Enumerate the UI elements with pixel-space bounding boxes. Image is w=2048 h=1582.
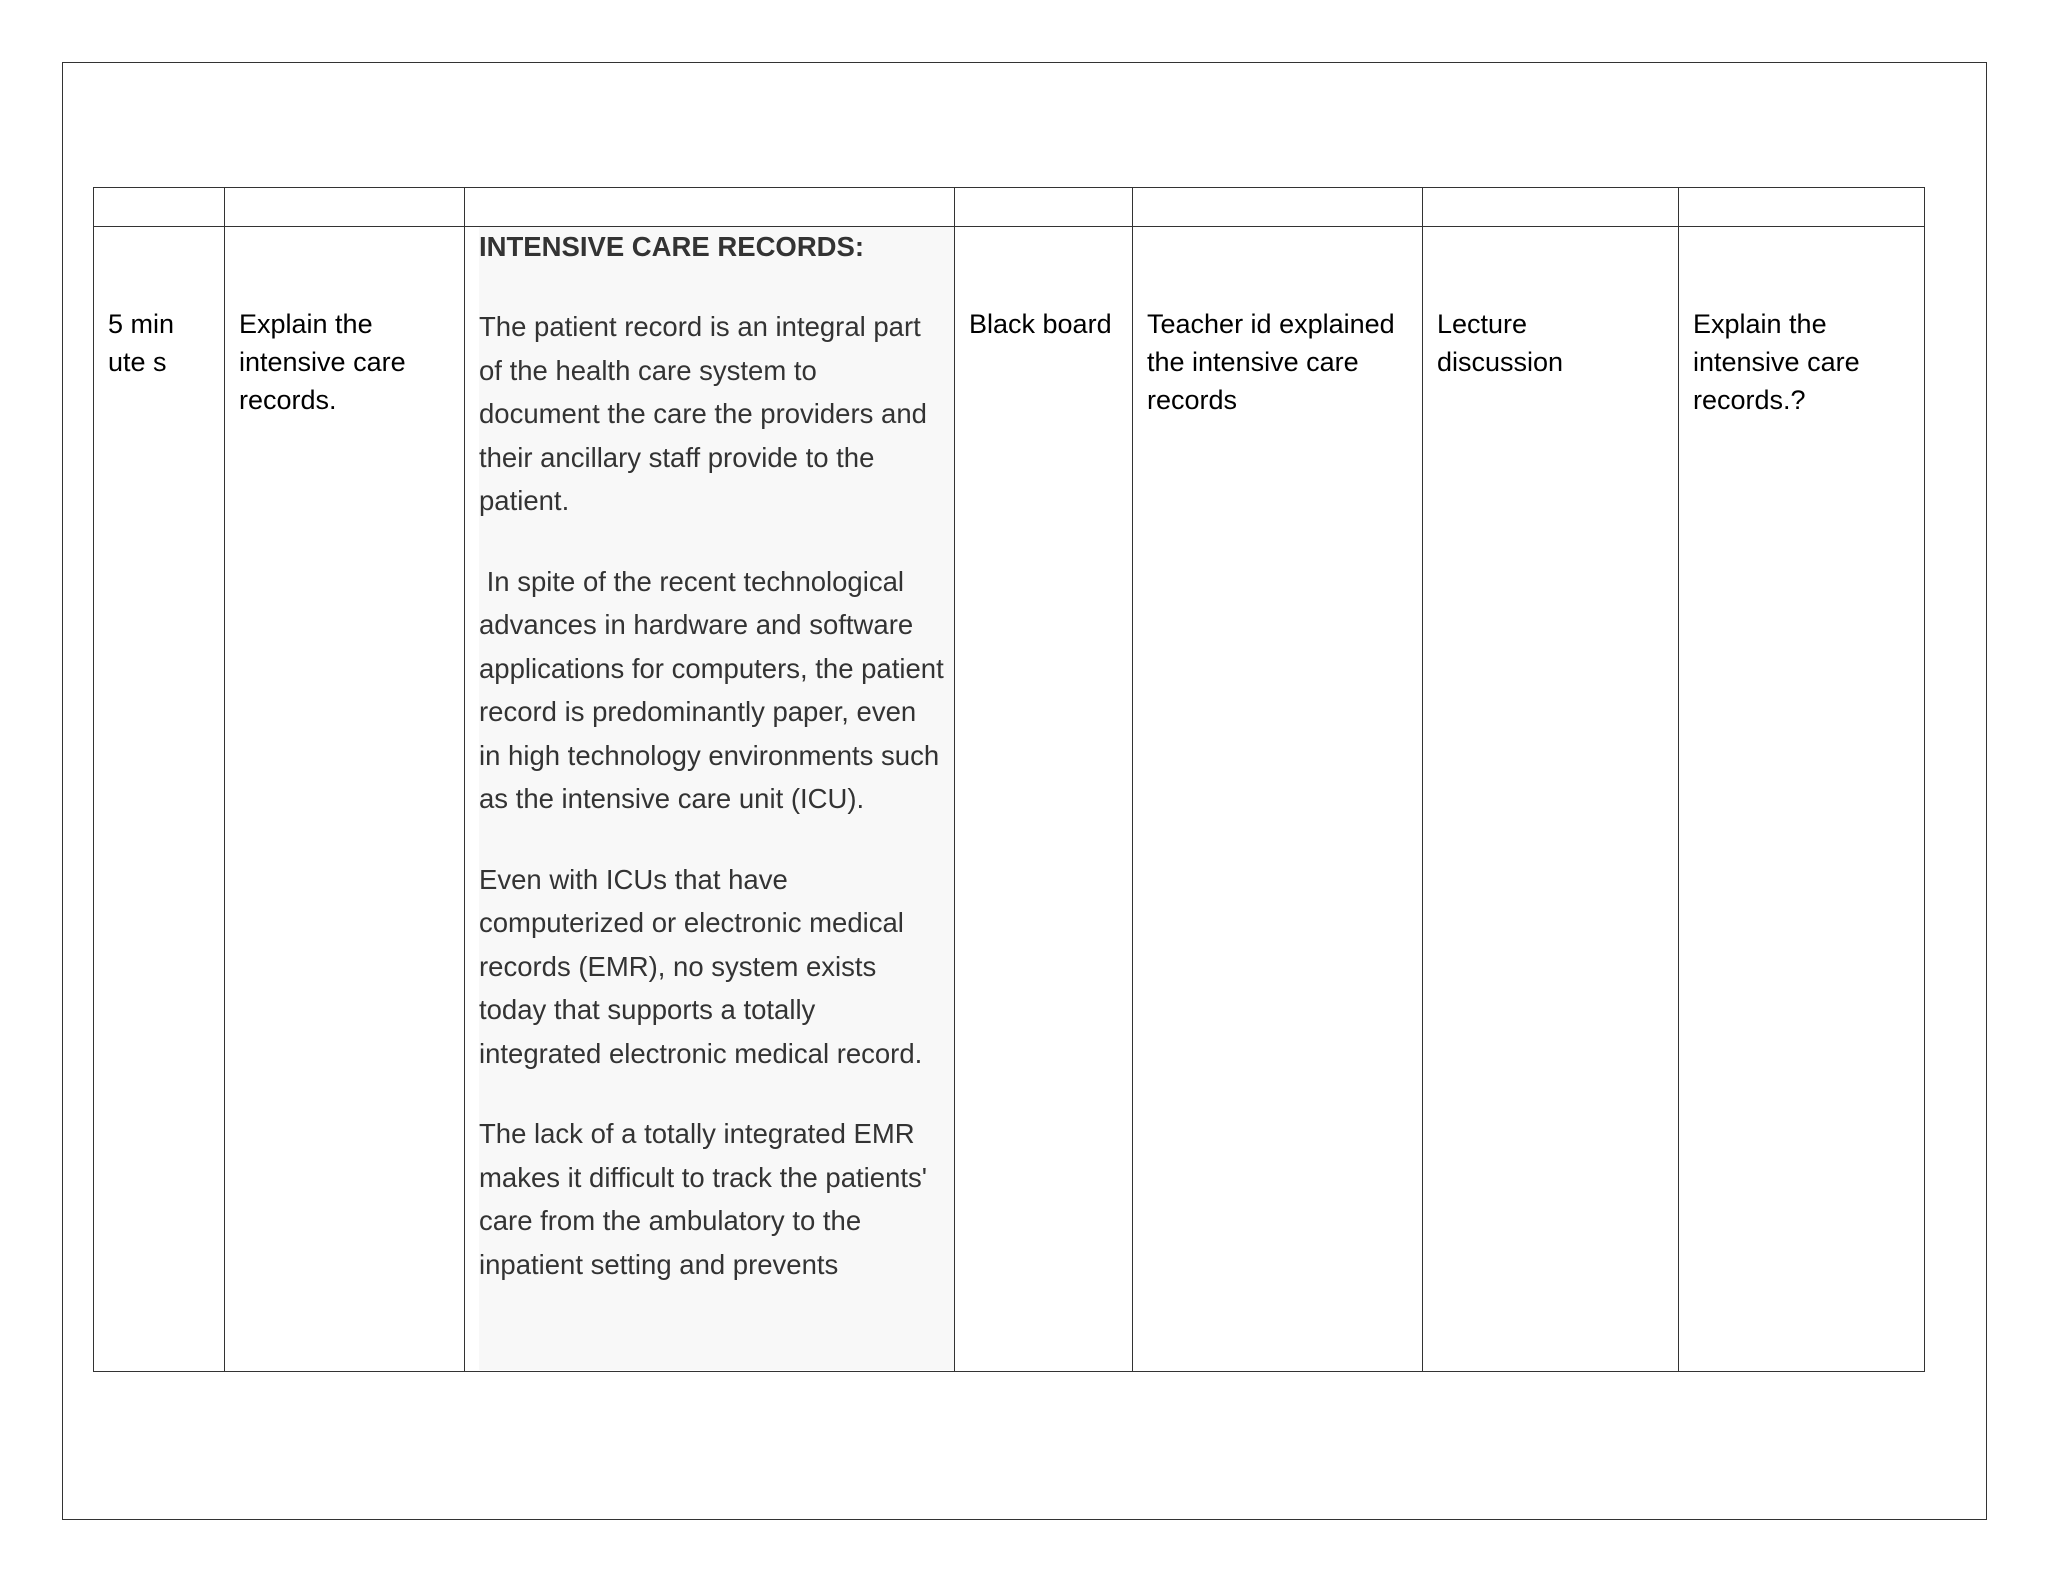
objective-text: Explain the intensive care records. (239, 309, 406, 415)
content-paragraph-1: The patient record is an integral part of the health care system to document the care the providers and their ancillary staff provide to the patient. (479, 311, 927, 516)
method-cell (1423, 227, 1679, 1372)
content-paragraph-3: Even with ICUs that have computerized or electronic medical records (EMR), no system exists today that supports a totally integrated electronic medical record. (479, 863, 923, 1069)
content-cell (465, 227, 955, 1372)
content-paragraph-4: The lack of a totally integrated EMR makes it difficult to track the patients' care from the ambulatory to the inpatient setting and prevents (479, 1118, 928, 1280)
content-paragraph-2: In spite of the recent technological advances in hardware and software applications for computers, the patient record is predominantly paper, even in high technology environments such as the intensive care unit (ICU). (479, 565, 952, 814)
content-heading: INTENSIVE CARE RECORDS: (479, 231, 865, 262)
header-cell-duration (94, 188, 225, 227)
evaluation-cell (1679, 227, 1925, 1372)
objective-cell (225, 227, 465, 1372)
teacher-activity-text: Teacher id explained the intensive care records (1147, 309, 1395, 415)
header-cell-objective (225, 188, 465, 227)
header-cell-teacher-activity (1133, 188, 1423, 227)
teacher-activity-cell (1133, 227, 1423, 1372)
av-aids-cell (955, 227, 1133, 1372)
table-row (94, 227, 1925, 1372)
header-cell-evaluation (1679, 188, 1925, 227)
header-cell-av-aids (955, 188, 1133, 227)
lesson-plan-table (93, 187, 1925, 1372)
av-aids-text: Black board (969, 309, 1112, 339)
header-cell-content (465, 188, 955, 227)
header-cell-method (1423, 188, 1679, 227)
duration-text: 5 minute s (108, 309, 175, 377)
method-text: Lecture discussion (1437, 309, 1564, 377)
table-header-row (94, 188, 1925, 227)
duration-cell (94, 227, 225, 1372)
evaluation-text: Explain the intensive care records.? (1693, 309, 1860, 415)
content-block (479, 227, 954, 1370)
